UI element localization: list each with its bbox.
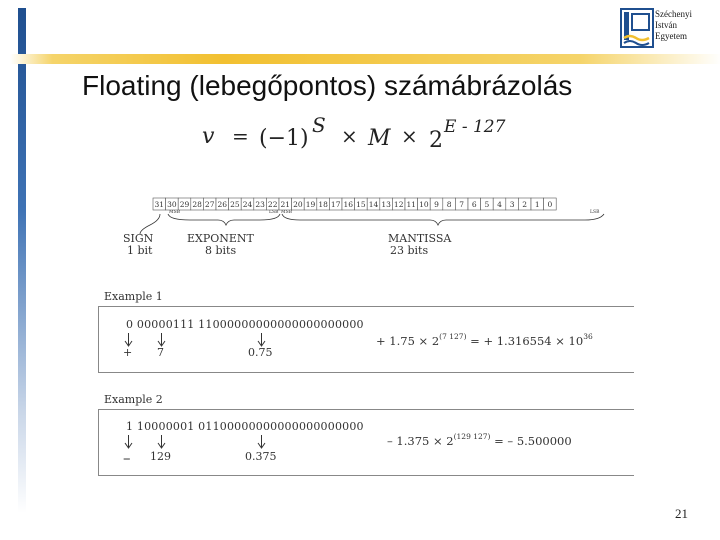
bit-number-15: 15 xyxy=(356,200,366,209)
formula-sign-exponent: S xyxy=(312,113,326,137)
bit-number-14: 14 xyxy=(368,200,379,209)
sign-field-size: 1 bit xyxy=(127,244,153,257)
sign-brace xyxy=(140,214,160,234)
example-2-sign-arrow-icon xyxy=(124,435,133,449)
bit-number-16: 16 xyxy=(343,200,354,209)
example-2-man-arrow-icon xyxy=(257,435,266,449)
bit-number-23: 23 xyxy=(255,200,265,209)
university-logo-icon xyxy=(620,8,654,48)
bit-number-25: 25 xyxy=(230,200,240,209)
example-1-bits: 0 00000111 11000000000000000000000 xyxy=(126,318,364,331)
bit-number-12: 12 xyxy=(393,200,404,209)
slide-title: Floating (lebegőpontos) számábrázolás xyxy=(82,70,573,101)
bit-number-13: 13 xyxy=(381,200,391,209)
mantissa-brace xyxy=(282,214,604,225)
example-1-exp-arrow-icon xyxy=(157,333,166,347)
bit-number-19: 19 xyxy=(305,200,316,209)
example-2-title: Example 2 xyxy=(104,393,163,406)
example-1-result-pow: 36 xyxy=(583,332,593,341)
bit-number-31: 31 xyxy=(154,200,165,209)
bit-number-1: 1 xyxy=(534,200,540,209)
example-1-man-value: 0.75 xyxy=(248,346,273,359)
bit-number-9: 9 xyxy=(434,200,439,209)
example-1-result xyxy=(376,332,593,348)
example-2-exp-value: 129 xyxy=(150,450,171,463)
sign-field-name: SIGN xyxy=(123,232,154,245)
logo-line-2: István xyxy=(655,20,677,30)
example-1-result-mid: = + 1.316554 × 10 xyxy=(466,334,584,348)
bit-number-27: 27 xyxy=(204,200,215,209)
page-number: 21 xyxy=(675,506,688,521)
bit-layout-diagram xyxy=(0,192,720,262)
bit-number-4: 4 xyxy=(497,200,502,209)
bit-number-8: 8 xyxy=(446,200,452,209)
bit-number-10: 10 xyxy=(419,200,429,209)
example-2-result-mid: = – 5.500000 xyxy=(490,434,572,448)
mantissa-field-name: MANTISSA xyxy=(388,232,452,245)
example-2-bits: 1 10000001 01100000000000000000000 xyxy=(126,420,364,433)
bit-number-26: 26 xyxy=(217,200,228,209)
formula-times-1: × xyxy=(341,124,358,148)
university-name xyxy=(655,9,692,42)
example-2-sign-value: – xyxy=(123,449,131,467)
bit-number-2: 2 xyxy=(522,200,528,209)
exponent-brace xyxy=(168,214,280,225)
logo-line-3: Egyetem xyxy=(655,31,687,41)
example-2-result xyxy=(387,432,572,448)
formula-two: 2 xyxy=(429,128,443,153)
bit-number-21: 21 xyxy=(280,200,291,209)
bit-number-5: 5 xyxy=(484,200,490,209)
bit-number-3: 3 xyxy=(509,200,515,209)
example-1-sign-value: + xyxy=(123,346,133,359)
bit-number-22: 22 xyxy=(267,200,278,209)
example-2-result-exp: (129 127) xyxy=(453,432,491,441)
logo-line-1: Széchenyi xyxy=(655,9,692,19)
formula-minus-one: (−1) xyxy=(259,126,309,151)
bit-number-24: 24 xyxy=(242,200,253,209)
man-msb-label: MSB xyxy=(281,210,292,215)
exponent-field-name: EXPONENT xyxy=(187,232,254,245)
bit-number-11: 11 xyxy=(406,200,417,209)
exp-msb-label: MSB xyxy=(169,210,180,215)
formula-exponent: E - 127 xyxy=(444,117,506,137)
bit-number-6: 6 xyxy=(471,200,477,209)
example-1-sign-arrow-icon xyxy=(124,333,133,347)
mantissa-field-size: 23 bits xyxy=(390,244,429,257)
example-1-title: Example 1 xyxy=(104,290,163,303)
bit-number-29: 29 xyxy=(179,200,190,209)
formula-mantissa: M xyxy=(368,126,391,151)
exp-lsb-label: LSB xyxy=(269,210,279,215)
example-1-result-pre: + 1.75 × 2 xyxy=(376,334,440,348)
float-formula xyxy=(0,110,720,170)
man-lsb-label: LSB xyxy=(590,210,600,215)
example-2-man-value: 0.375 xyxy=(245,450,277,463)
bit-number-28: 28 xyxy=(192,200,202,209)
bit-number-18: 18 xyxy=(318,200,328,209)
bit-number-20: 20 xyxy=(293,200,303,209)
bit-number-7: 7 xyxy=(459,200,465,209)
top-gold-accent-bar xyxy=(10,54,720,64)
example-1-exp-value: 7 xyxy=(157,346,164,359)
formula-v: v xyxy=(202,124,215,149)
example-1-result-exp: (7 127) xyxy=(439,332,467,341)
formula-times-2: × xyxy=(401,124,418,148)
bit-number-17: 17 xyxy=(330,200,341,209)
bit-number-30: 30 xyxy=(167,200,177,209)
exponent-field-size: 8 bits xyxy=(205,244,237,257)
example-1-man-arrow-icon xyxy=(257,333,266,347)
example-2-result-pre: – 1.375 × 2 xyxy=(387,434,454,448)
formula-equals: = xyxy=(232,124,249,148)
bit-number-0: 0 xyxy=(547,200,553,209)
example-2-exp-arrow-icon xyxy=(157,435,166,449)
